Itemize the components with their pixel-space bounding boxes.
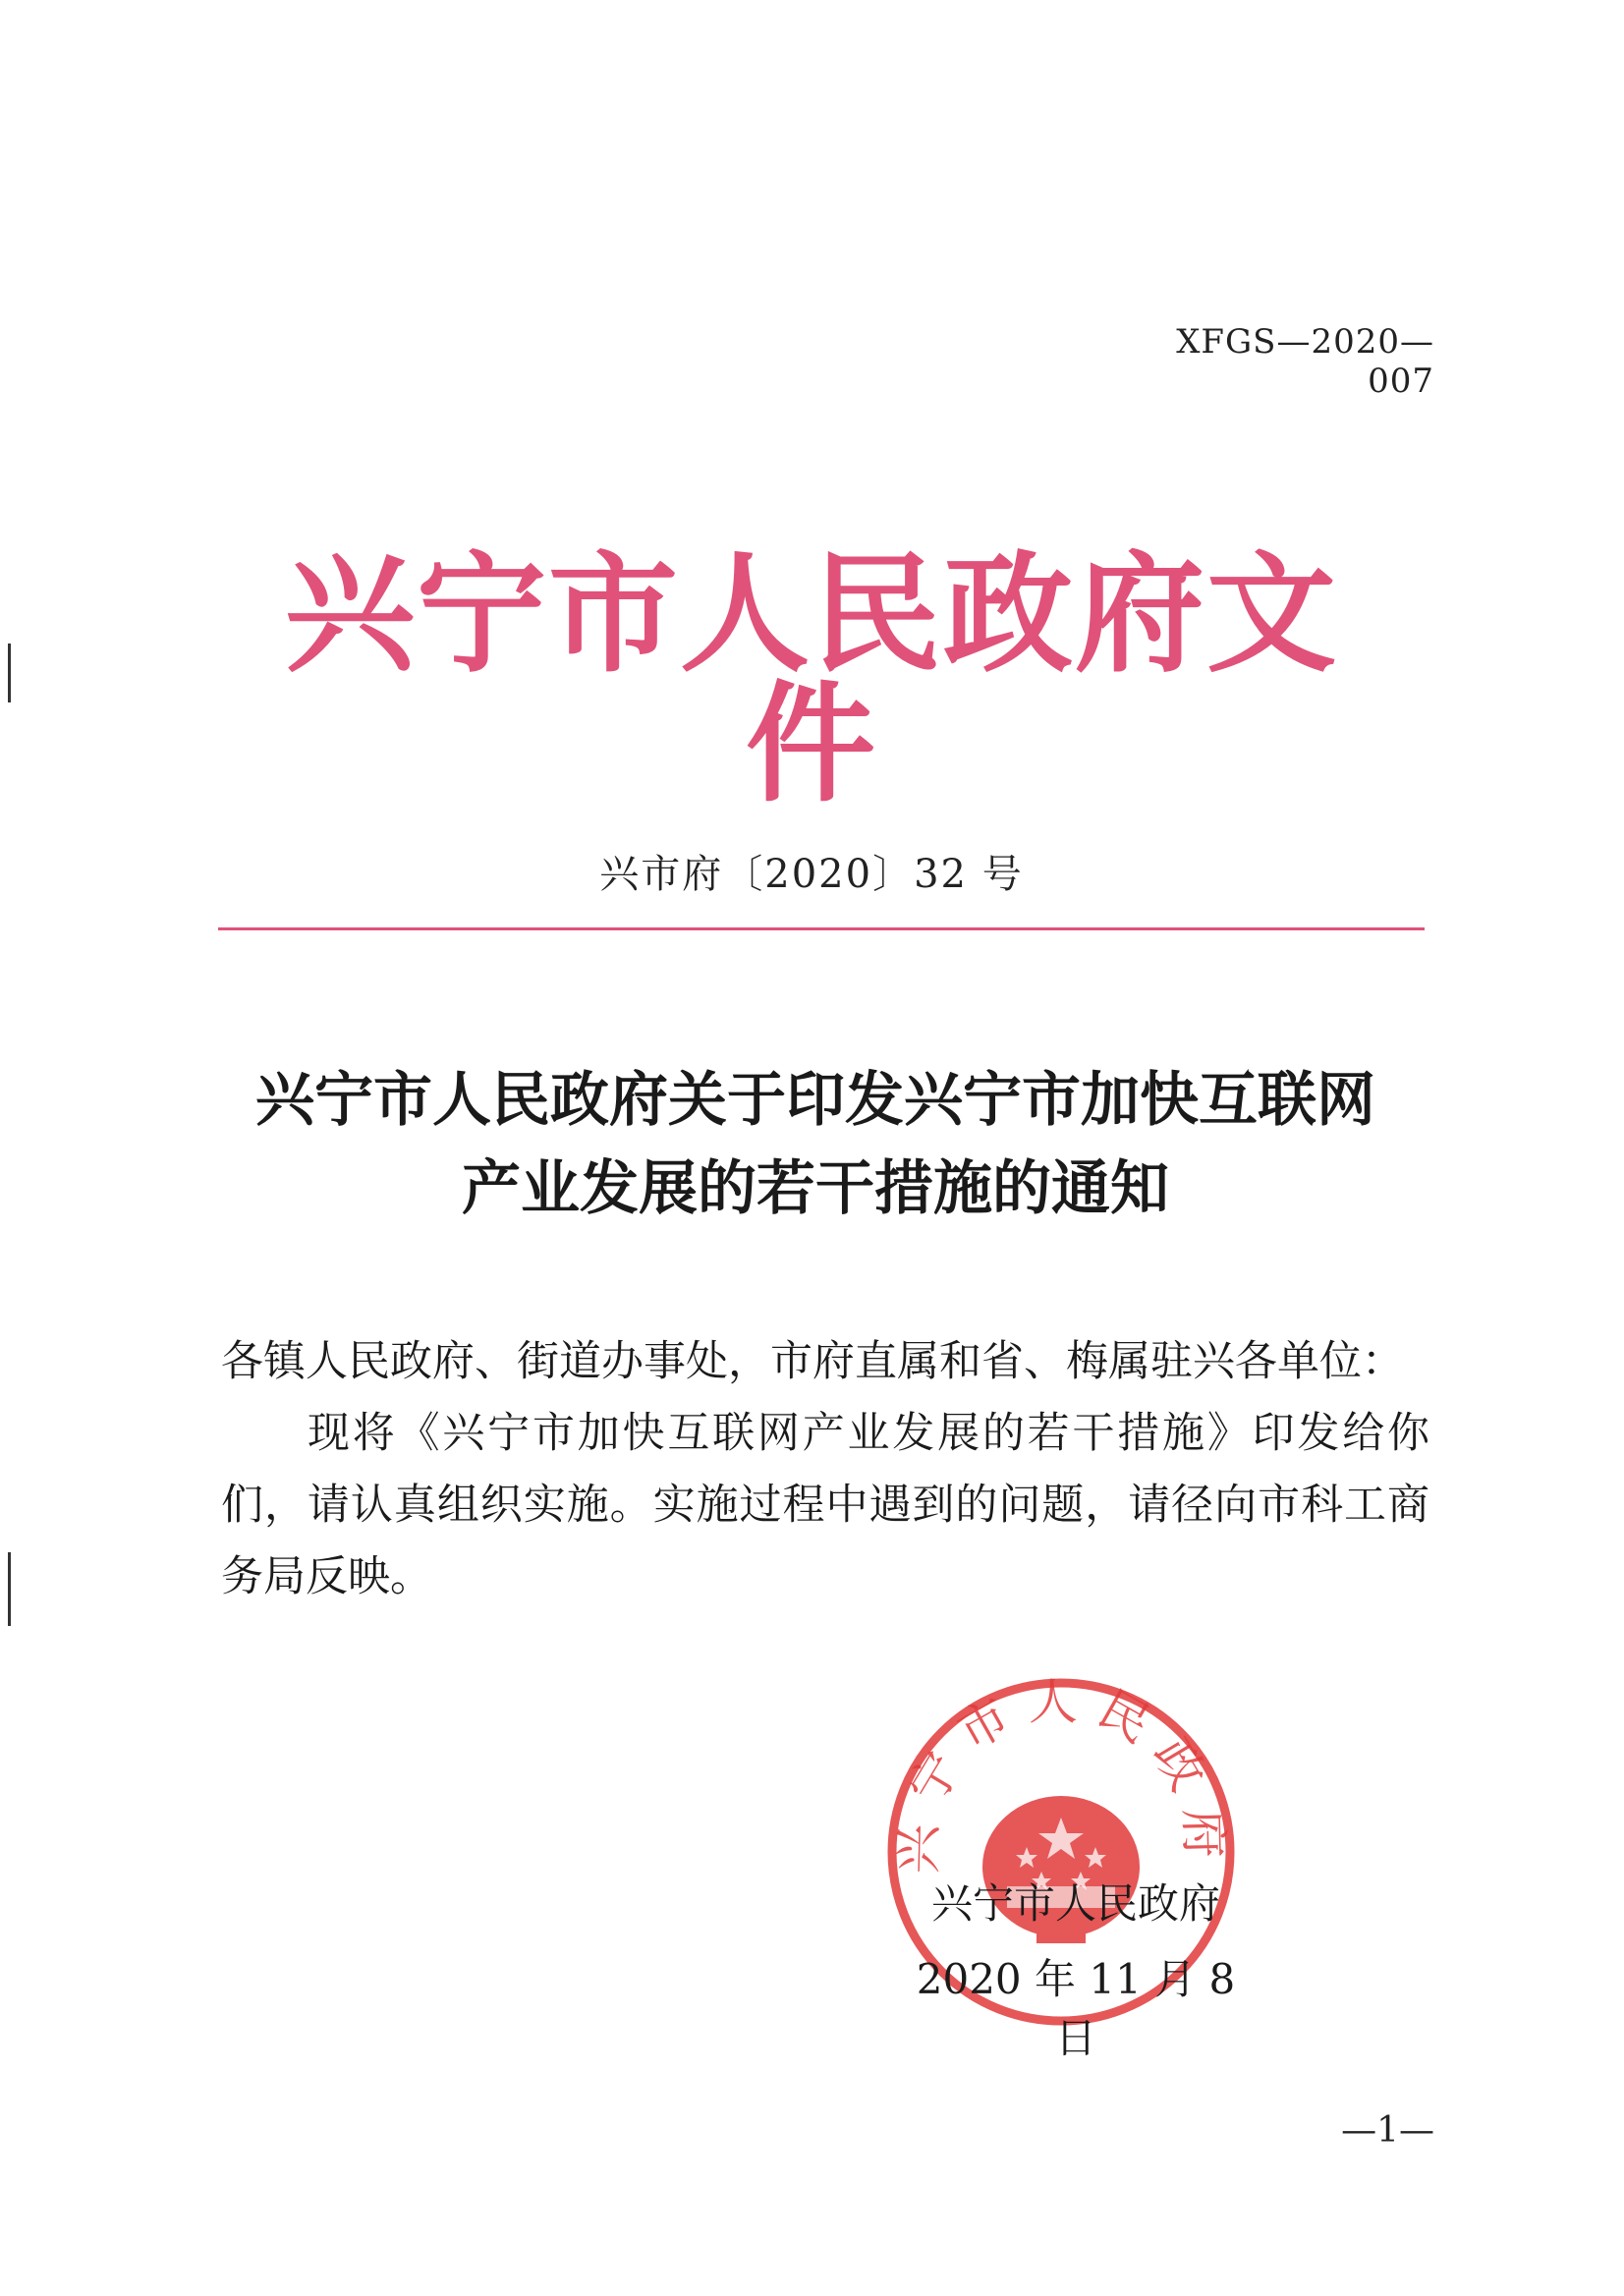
seal-text: 兴宁市人民政府 xyxy=(889,1673,1233,1875)
masthead-title: 兴宁市人民政府文件 xyxy=(285,539,1338,820)
title-line-2: 产业发展的若干措施的通知 xyxy=(462,1154,1169,1223)
signing-organization: 兴宁市人民政府 xyxy=(930,1879,1220,1928)
binding-mark-top xyxy=(8,644,11,702)
document-body xyxy=(221,1326,1429,1613)
page-number: —1— xyxy=(1341,2110,1434,2151)
salutation: 各镇人民政府、街道办事处，市府直属和省、梅属驻兴各单位： xyxy=(221,1337,1404,1386)
document-code: XFGS—2020—007 xyxy=(1176,322,1434,401)
title-line-1: 兴宁市人民政府关于印发兴宁市加快互联网 xyxy=(255,1066,1375,1135)
red-divider xyxy=(218,927,1425,930)
signing-date: 2020 年 11 月 8 日 xyxy=(916,1955,1236,2062)
document-number: 兴市府〔2020〕32 号 xyxy=(599,852,1024,897)
document-title xyxy=(177,1056,1454,1233)
body-paragraph: 现将《兴宁市加快互联网产业发展的若干措施》印发给你们，请认真组织实施。实施过程中遇到的问题，请径向市科工商务局反映。 xyxy=(221,1409,1429,1601)
binding-mark-bottom xyxy=(8,1552,11,1626)
